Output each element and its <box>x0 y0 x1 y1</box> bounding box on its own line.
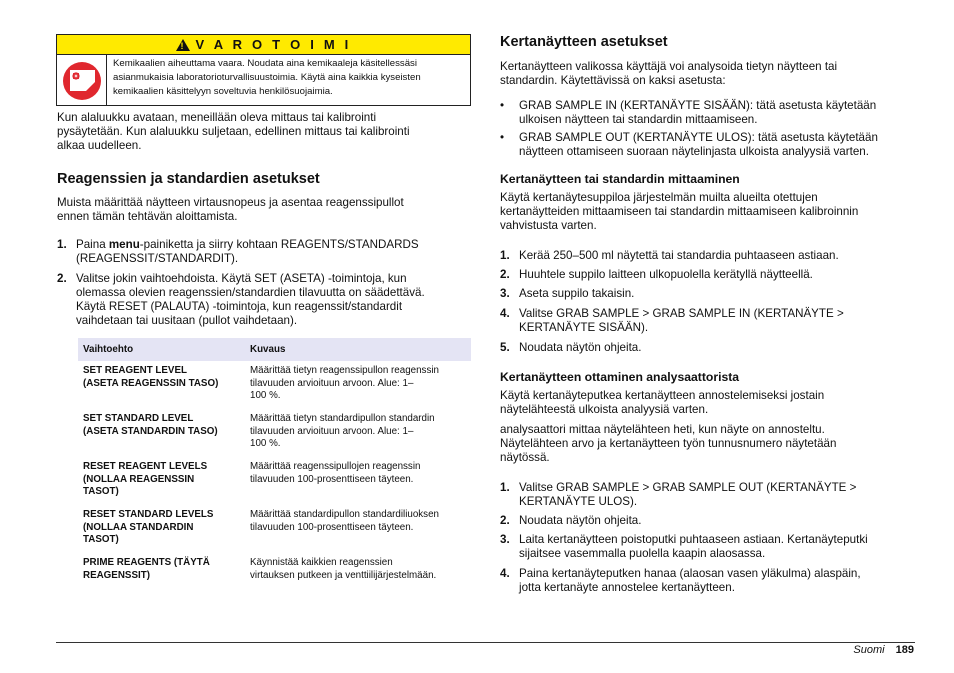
warning-title: V A R O T O I M I <box>195 37 352 52</box>
table-row: SET REAGENT LEVEL (ASETA REAGENSSIN TASO) Määrittää tietyn reagenssipullon reagenssin tilavuuden arvioituun arvoon. Alue: 1– 100 %. <box>83 365 439 402</box>
section-title: Reagenssien ja standardien asetukset <box>57 171 320 187</box>
subsection-intro: Käytä kertanäytesuppiloa järjestelmän muilta alueilta otettujen kertanäytteiden mittaamiseen tai standardin mittaamiseen kalibroinnin vahvistusta varten. <box>500 191 859 232</box>
step-item: 5. Noudata näytön ohjeita. <box>500 341 642 354</box>
step-item: 4. Paina kertanäyteputken hanaa (alaosan vasen yläkulma) alaspäin, jotta kertanäyte annostelee kertanäytteen. <box>500 567 861 594</box>
step-item: 3. Laita kertanäytteen poistoputki puhtaaseen astiaan. Kertanäyteputki sijaitsee vasemmalla puolella kaapin alaosassa. <box>500 533 868 560</box>
table-row: PRIME REAGENTS (TÄYTÄ REAGENSSIT) Käynnistää kaikkien reagenssien virtauksen putkeen ja venttiilijärjestelmään. <box>83 557 437 581</box>
section-intro: Muista määrittää näytteen virtausnopeus ja asentaa reagenssipullot ennen tämän tehtävän aloittamista. <box>57 196 404 223</box>
step-item: 3. Aseta suppilo takaisin. <box>500 287 635 300</box>
bullet-item: • GRAB SAMPLE IN (KERTANÄYTE SISÄÄN): tätä asetusta käytetään ulkoisen näytteen tai standardin mittaamiseen. <box>500 99 877 126</box>
subsection-title: Kertanäytteen ottaminen analysaattorista <box>500 370 740 384</box>
step-item: 2. Valitse jokin vaihtoehdoista. Käytä SET (ASETA) -toimintoja, kun olemassa olevien reagenssien/standardien tilavuutta on säädettävä. Käytä RESET (PALAUTA) -toimintoja, kun reagenssit/standardit vaihdetaan tai uusitaan (pullot vaihdetaan). <box>57 272 425 327</box>
subsection-title: Kertanäytteen tai standardin mittaaminen <box>500 172 740 186</box>
right-intro: Kertanäytteen valikossa käyttäjä voi analysoida tietyn näytteen tai standardin. Käytettävissä on kaksi asetusta: <box>500 60 838 87</box>
intro-paragraph: Kun alaluukku avataan, meneillään oleva mittaus tai kalibrointi pysäytetään. Kun alaluukku suljetaan, edellinen mittaus tai kalibrointi alkaa uudelleen. <box>57 111 410 152</box>
footer-divider <box>56 642 915 643</box>
chemical-hazard-icon <box>62 61 102 101</box>
subsection-intro: Käytä kertanäyteputkea kertanäytteen annostelemiseksi jostain näytelähteestä ulkoista analyysiä varten. <box>500 389 825 416</box>
page-number: 189 <box>895 644 914 656</box>
warning-triangle-icon: ! <box>176 39 190 51</box>
table-row: RESET REAGENT LEVELS (NOLLAA REAGENSSIN TASOT) Määrittää reagenssipullojen reagenssin tilavuuden 100-prosenttiseen täyteen. <box>83 461 421 498</box>
bullet-item: • GRAB SAMPLE OUT (KERTANÄYTE ULOS): tätä asetusta käytetään näytteen ottamiseen suoraan näytelinjasta ulkoista analyysiä varten. <box>500 131 878 158</box>
step-item: 4. Valitse GRAB SAMPLE > GRAB SAMPLE IN (KERTANÄYTE > KERTANÄYTE SISÄÄN). <box>500 307 844 334</box>
step-item: 1. Kerää 250–500 ml näytettä tai standardia puhtaaseen astiaan. <box>500 249 839 262</box>
step-item: 1. Paina menu-painiketta ja siirry kohtaan REAGENTS/STANDARDS (REAGENSSIT/STANDARDIT). <box>57 238 419 265</box>
table-row: SET STANDARD LEVEL (ASETA STANDARDIN TASO) Määrittää tietyn standardipullon standardin tilavuuden arvioituun arvoon. Alue: 1– 100 %. <box>83 413 435 450</box>
table-header-description: Kuvaus <box>250 344 286 355</box>
subsection-paragraph: analysaattori mittaa näytelähteen heti, kun näyte on annosteltu. Näytelähteen arvo ja kertanäytteen työn tunnusnumero näytetään näytössä. <box>500 423 837 464</box>
footer <box>853 643 914 657</box>
step-item: 2. Huuhtele suppilo laitteen ulkopuolella kerätyllä näytteellä. <box>500 268 813 281</box>
step-item: 1. Valitse GRAB SAMPLE > GRAB SAMPLE OUT (KERTANÄYTE > KERTANÄYTE ULOS). <box>500 481 857 508</box>
right-title: Kertanäytteen asetukset <box>500 34 668 50</box>
warning-header <box>57 35 470 55</box>
options-table-header <box>78 338 471 361</box>
step-item: 2. Noudata näytön ohjeita. <box>500 514 642 527</box>
warning-text: Kemikaalien aiheuttama vaara. Noudata aina kemikaaleja käsitellessäsi asianmukaisia laboratorioturvallisuustoimia. Käytä aina kaikkia kyseisten kemikaalien käsittelyyn soveltuvia henkilösuojaimia. <box>113 58 421 97</box>
table-header-option: Vaihtoehto <box>83 344 134 355</box>
table-row: RESET STANDARD LEVELS (NOLLAA STANDARDIN TASOT) Määrittää standardipullon standardiliuoksen tilavuuden 100-prosenttiseen täyteen. <box>83 509 439 546</box>
footer-language: Suomi <box>853 644 885 656</box>
warning-box <box>56 34 471 106</box>
